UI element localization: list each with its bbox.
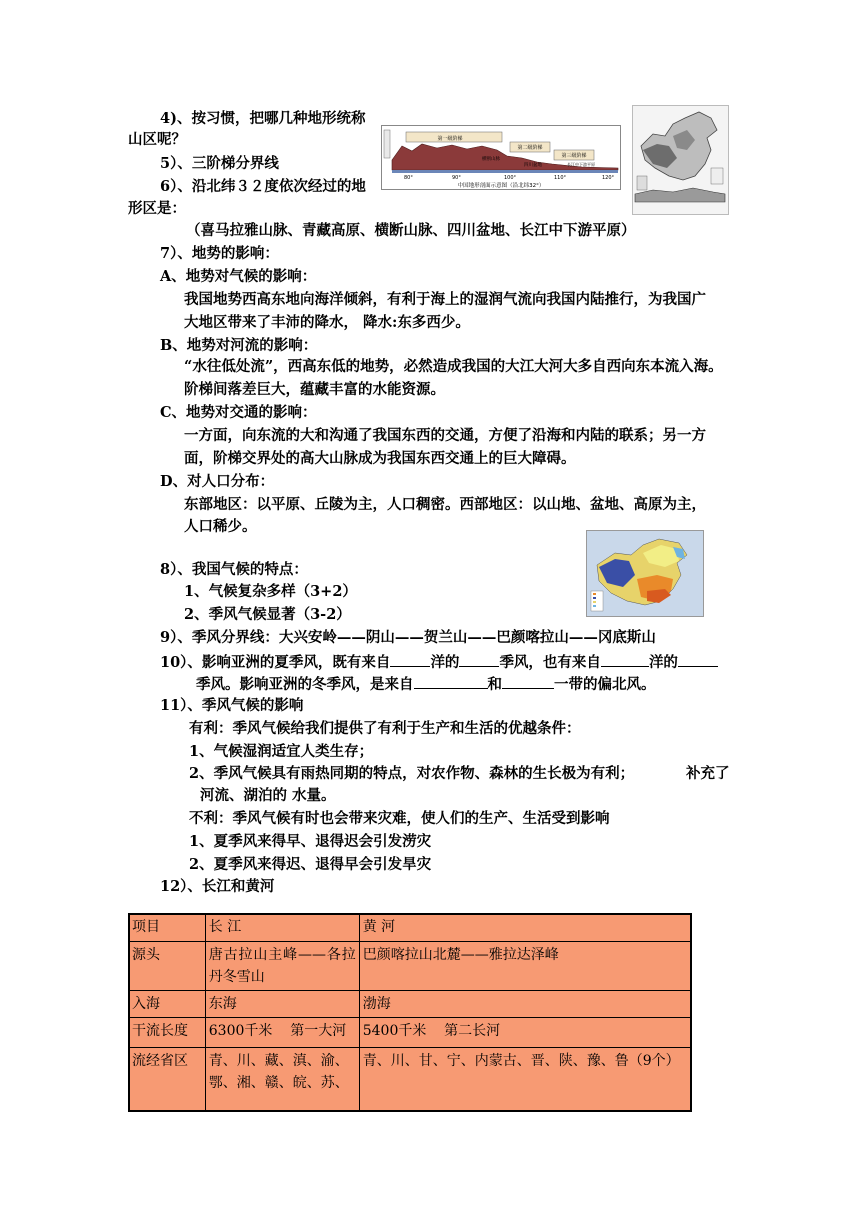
item-7: 7）、地势的影响： [160, 245, 279, 262]
table-row [129, 942, 692, 991]
profile-tick-90: 90° [452, 175, 461, 181]
item-8-1: 1、气候复杂多样（3+2） [184, 583, 357, 600]
item-7a-title: A、地势对气候的影响： [160, 268, 317, 285]
profile-tick-100: 100° [504, 175, 517, 181]
climate-map-shape [587, 531, 703, 616]
rivers-table [128, 913, 692, 1112]
china-climate-map [586, 530, 704, 617]
profile-label-step1: 第一级阶梯 [437, 136, 463, 142]
china-map-shape [633, 106, 728, 214]
item-10-line1 [160, 652, 718, 672]
item-11-good: 有利：季风气候给我们提供了有利于生产和生活的优越条件： [189, 720, 581, 737]
item-10-part-d: 洋的 [648, 654, 678, 671]
item-7b-title: B、地势对河流的影响： [160, 337, 318, 354]
item-10-part-a: 10）、影响亚洲的夏季风，既有来自 [160, 654, 391, 671]
table-header-cell: 项目 [129, 914, 206, 942]
item-11-good-1: 1、气候湿润适宜人类生存； [189, 743, 374, 760]
item-10-part-g: 一带的偏北风。 [554, 676, 656, 693]
item-11-good-2c: 河流、湖泊的 水量。 [200, 787, 336, 804]
item-9: 9）、季风分界线：大兴安岭——阴山——贺兰山——巴颜喀拉山——冈底斯山 [160, 629, 656, 646]
table-cell: 5400千米 第二长河 [359, 1018, 691, 1048]
item-8-2: 2、季风气候显著（3-2） [184, 606, 351, 623]
table-cell: 6300千米 第一大河 [205, 1018, 359, 1048]
item-6: 6）、沿北纬３２度依次经过的地 [160, 178, 366, 195]
table-header-row [129, 914, 692, 942]
table-header-cell: 长 江 [205, 914, 359, 942]
profile-caption: 中国地形剖面示意图（沿北纬32°） [457, 183, 545, 189]
china-terrain-map [632, 105, 729, 215]
item-7d-text2: 人口稀少。 [184, 518, 257, 535]
item-11-bad-1: 1、夏季风来得早、退得迟会引发涝灾 [189, 833, 432, 850]
profile-label-sichuan: 四川盆地 [524, 163, 542, 168]
profile-tick-110: 110° [554, 175, 567, 181]
table-cell: 巴颜喀拉山北麓——雅拉达泽峰 [359, 942, 691, 991]
item-11-bad-2: 2、夏季风来得迟、退得早会引发旱灾 [189, 856, 432, 873]
item-5: 5）、三阶梯分界线 [160, 155, 279, 172]
blank-winter-source-1[interactable] [414, 674, 488, 689]
item-7c-title: C、地势对交通的影响： [160, 404, 317, 421]
table-cell: 流经省区 [129, 1048, 206, 1112]
profile-label-plain: 长江中下游平原 [567, 162, 595, 167]
table-row [129, 1048, 692, 1112]
item-7a-text2: 大地区带来了丰沛的降水， 降水:东多西少。 [184, 314, 470, 331]
blank-ocean-1[interactable] [390, 652, 430, 667]
item-10-part-e: 季风。影响亚洲的冬季风，是来自 [196, 676, 414, 693]
table-row [129, 991, 692, 1018]
profile-tick-120: 120° [602, 175, 615, 181]
item-7b-text1: “水往低处流”，西高东低的地势，必然造成我国的大江大河大多自西向东本流入海。 [184, 358, 723, 375]
table-cell: 青、川、甘、宁、内蒙古、晋、陕、豫、鲁（9个） [359, 1048, 691, 1112]
item-7d-text1: 东部地区：以平原、丘陵为主，人口稠密。西部地区：以山地、盆地、高原为主， [184, 496, 706, 513]
item-6-answer: （喜马拉雅山脉、青藏高原、横断山脉、四川盆地、长江中下游平原） [186, 222, 636, 239]
terrain-profile-chart [382, 126, 620, 189]
item-10-part-f: 和 [487, 676, 502, 693]
table-cell: 干流长度 [129, 1018, 206, 1048]
item-7a-text1: 我国地势西高东地向海洋倾斜，有利于海上的湿润气流向我国内陆推行，为我国广 [184, 291, 706, 308]
table-header-cell: 黄 河 [359, 914, 691, 942]
blank-winter-source-2[interactable] [502, 674, 554, 689]
item-10-line2 [196, 674, 656, 694]
item-7c-text1: 一方面，向东流的大和沟通了我国东西的交通，方便了沿海和内陆的联系；另一方 [184, 427, 706, 444]
item-7d-title: D、对人口分布： [160, 473, 275, 490]
table-cell: 唐古拉山主峰——各拉丹冬雪山 [205, 942, 359, 991]
profile-tick-80: 80° [404, 175, 413, 181]
blank-monsoon-1[interactable] [459, 652, 499, 667]
table-cell: 源头 [129, 942, 206, 991]
blank-ocean-2[interactable] [601, 652, 649, 667]
table-cell: 渤海 [359, 991, 691, 1018]
item-4: 4)、按习惯，把哪几种地形统称 [160, 110, 366, 127]
table-cell: 入海 [129, 991, 206, 1018]
item-12: 12）、长江和黄河 [160, 878, 275, 895]
item-7c-text2: 面，阶梯交界处的高大山脉成为我国东西交通上的巨大障碍。 [184, 450, 576, 467]
table-cell: 青、川、藏、滇、渝、鄂、湘、赣、皖、苏、 [205, 1048, 359, 1112]
table-cell: 东海 [205, 991, 359, 1018]
item-7b-text2: 阶梯间落差巨大，蕴藏丰富的水能资源。 [184, 381, 445, 398]
table-row [129, 1018, 692, 1048]
profile-label-step2: 第二级阶梯 [517, 145, 543, 151]
item-11-bad: 不利：季风气候有时也会带来灾难，使人们的生产、生活受到影响 [189, 810, 610, 827]
profile-label-hengduan: 横断山脉 [482, 157, 500, 162]
blank-monsoon-2[interactable] [678, 652, 718, 667]
item-10-part-b: 洋的 [430, 654, 460, 671]
item-8: 8）、我国气候的特点： [160, 561, 308, 578]
item-11-good-2b: 补充了 [686, 765, 730, 782]
item-11-good-2: 2、季风气候具有雨热同期的特点，对农作物、森林的生长极为有利； [189, 765, 635, 782]
terrain-profile-figure [381, 125, 621, 190]
item-11: 11）、季风气候的影响 [160, 697, 304, 714]
item-4-cont: 山区呢？ [128, 131, 186, 148]
profile-label-step3: 第三级阶梯 [561, 153, 587, 159]
item-6-cont: 形区是： [128, 200, 186, 217]
item-10-part-c: 季风，也有来自 [499, 654, 601, 671]
